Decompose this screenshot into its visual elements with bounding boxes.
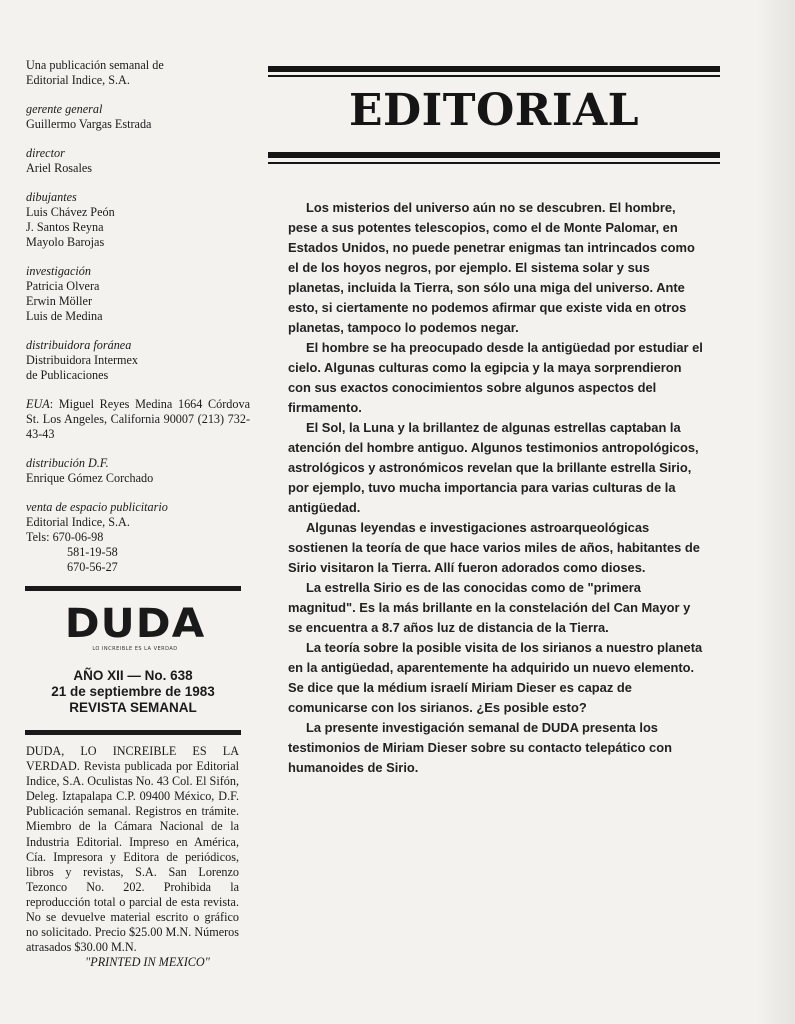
duda-logo-tagline: LO INCREIBLE ES LA VERDAD (92, 646, 178, 652)
title-rule-top-thin (268, 75, 720, 77)
page-edge-shadow (755, 0, 795, 1024)
illustrators-block (26, 190, 250, 250)
credit-name: Patricia Olvera (26, 279, 100, 293)
credit-name: J. Santos Reyna (26, 220, 104, 234)
duda-logo-word: DUDA (64, 601, 206, 647)
df-distribution-block (26, 456, 250, 486)
editorial-body (288, 198, 708, 778)
title-rule-bottom-thin (268, 162, 720, 164)
credit-name: Enrique Gómez Corchado (26, 471, 154, 485)
credit-name: Luis de Medina (26, 309, 103, 323)
editorial-paragraph: Los misterios del universo aún no se descubren. El hombre, pese a sus potentes telescopios, como el de Monte Palomar, en Estados Unidos, no puede penetrar enigmas tan intrincados como el de los hoyos negros, por ejemplo. El sistema solar y sus planetas, incluida la Tierra, son sólo una miga del universo. Ante esto, si ciertamente no podemos afirmar que existe vida en otros planetas, tampoco lo podemos negar. (288, 200, 695, 335)
credit-role: distribución D.F. (26, 456, 109, 470)
masthead-rule-top (25, 586, 241, 591)
editorial-paragraph: El hombre se ha preocupado desde la antigüedad por estudiar el cielo. Algunas culturas como la egipcia y la maya sorprendieron con sus exactos conocimientos sobre algunos aspectos del firmamento. (288, 340, 703, 415)
credit-role: venta de espacio publicitario (26, 500, 168, 514)
credit-role: distribuidora foránea (26, 338, 132, 352)
credit-role: gerente general (26, 102, 103, 116)
usa-distribution-block (26, 397, 250, 442)
credit-name: Ariel Rosales (26, 161, 93, 175)
general-manager-block (26, 102, 250, 132)
research-block (26, 264, 250, 324)
usa-label: EUA (26, 397, 50, 411)
printed-in-mexico: "PRINTED IN MEXICO" (85, 955, 210, 970)
editorial-paragraph: La estrella Sirio es de las conocidas como de "primera magnitud". Es la más brillante en la constelación del Can Mayor y se encuentra a 8.7 años luz de distancia de la Tierra. (288, 580, 691, 635)
legal-notice (26, 744, 239, 970)
issue-info (25, 668, 241, 716)
editorial-paragraph: Algunas leyendas e investigaciones astroarqueológicas sostienen la teoría de que hace varios miles de años, habitantes de Sirio visitaron la Tierra. Allí fueron adorados como dioses. (288, 520, 700, 575)
ad-sales-block (26, 500, 250, 575)
ad-sales-phone: Tels: 670-06-98 (26, 530, 104, 544)
director-block (26, 146, 250, 176)
issue-type: REVISTA SEMANAL (69, 700, 197, 715)
editorial-paragraph: La presente investigación semanal de DUDA presenta los testimonios de Miriam Dieser sobre su contacto telepático con humanoides de Sirio. (288, 720, 672, 775)
usa-address: : Miguel Reyes Medina 1664 Córdova St. Los Angeles, California 90007 (213) 732-43-43 (26, 397, 250, 441)
ad-sales-phone: 581-19-58 (67, 545, 118, 559)
legal-text: DUDA, LO INCREIBLE ES LA VERDAD. Revista publicada por Editorial Indice, S.A. Oculistas No. 43 Col. El Sifón, Deleg. Iztapalapa C.P. 09400 México, D.F. Publicación semanal. Registros en trámite. Miembro de la Cámara Nacional de la Industria Editorial. Impreso en América, Cía. Impresora y Editora de periódicos, libros y revistas, S.A. San Lorenzo Tezonco No. 202. Prohibida la reproducción total o parcial de esta revista. No se devuelve material escrito o gráfico no solicitado. Precio $25.00 M.N. Números atrasados $30.00 M.N. (26, 744, 239, 955)
credit-name: Mayolo Barojas (26, 235, 105, 249)
publisher-line: Una publicación semanal de (26, 58, 164, 72)
duda-logo (60, 603, 210, 653)
issue-date: 21 de septiembre de 1983 (51, 684, 215, 699)
editorial-paragraph: La teoría sobre la posible visita de los sirianos a nuestro planeta en la antigüedad, aparentemente ha adquirido un nuevo elemento. Se dice que la médium israelí Miriam Dieser es capaz de comunicarse con los sirianos. ¿Es posible esto? (288, 640, 703, 715)
issue-number: AÑO XII — No. 638 (73, 668, 193, 683)
ad-sales-company: Editorial Indice, S.A. (26, 515, 130, 529)
credit-name: Luis Chávez Peón (26, 205, 115, 219)
publisher-block (26, 58, 250, 88)
credit-name: de Publicaciones (26, 368, 109, 382)
publisher-line: Editorial Indice, S.A. (26, 73, 130, 87)
editorial-paragraph: El Sol, la Luna y la brillantez de algunas estrellas captaban la atención del hombre antiguo. Algunos testimonios antropológicos, astrológicos y astronómicos revelan que la brillante estrella Sirio, por ejemplo, tuvo mucha importancia para varias culturas de la antigüedad. (288, 420, 699, 515)
editorial-title: EDITORIAL (348, 85, 640, 136)
credit-name: Guillermo Vargas Estrada (26, 117, 152, 131)
ad-sales-phone: 670-56-27 (67, 560, 118, 574)
credit-role: investigación (26, 264, 91, 278)
masthead-rule-bottom (25, 730, 241, 735)
credit-name: Distribuidora Intermex (26, 353, 139, 367)
title-rule-top-thick (268, 66, 720, 72)
credit-role: director (26, 146, 65, 160)
title-rule-bottom-thick (268, 152, 720, 158)
credit-name: Erwin Möller (26, 294, 93, 308)
credits-column (26, 58, 250, 589)
foreign-distribution-block (26, 338, 250, 383)
credit-role: dibujantes (26, 190, 77, 204)
